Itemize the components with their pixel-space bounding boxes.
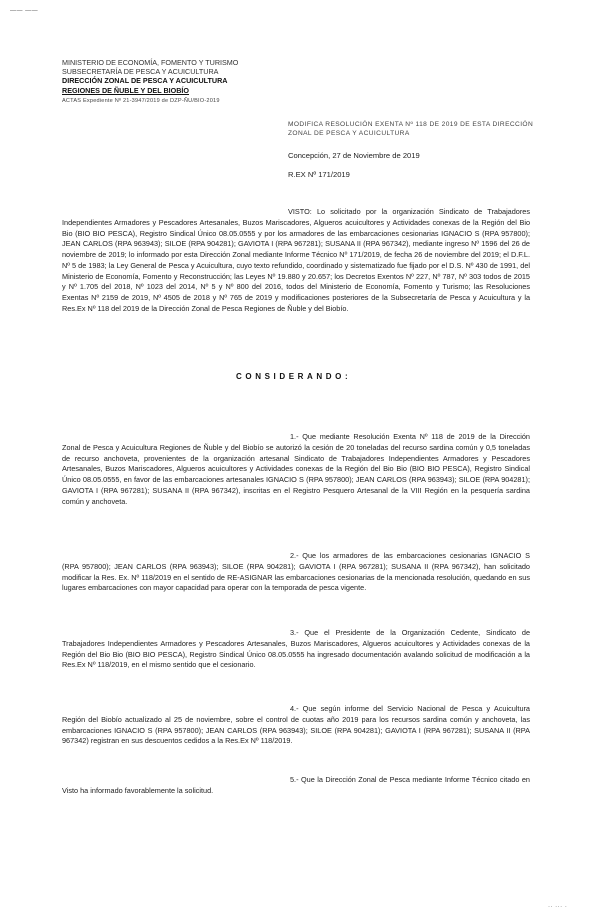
considerando-1: 1.- Que mediante Resolución Exenta Nº 118 de 2019 de la Dirección Zonal de Pesca y Acuicultura Regiones de Ñuble y del Biobío se autorizó la cesión de 20 toneladas del recurso sardina común y 0,5 toneladas de recurso anchoveta, provenientes de la organización artesanal Sindicato de Trabajadores Independientes Armadores y Pescadores Artesanales, Buzos Mariscadores, Algueros acuicultores y Actividades conexas de la Región del Bio Bio (BIO BIO PESCA), Registro Sindical Único 08.05.0555, en favor de las embarcaciones artesanales IGNACIO S (RPA 957800); JEAN CARLOS (RPA 963943); SILOE (RPA 904281); GAVIOTA I (RPA 967281); SUSANA II (RPA 967342), inscritas en el Registro Pesquero Artesanal de la VIII Región en la pesquería sardina común y anchoveta. — [62, 432, 530, 506]
considerando-3: 3.- Que el Presidente de la Organización Cedente, Sindicato de Trabajadores Independientes Armadores y Pescadores Artesanales, Buzos Mariscadores, Algueros acuicultores y Actividades conexas de la Región del Bio Bio (BIO BIO PESCA), Registro Sindical Único 08.05.0555 ha ingresado documentación avalando solicitud de modificación a la Res.Ex Nº 118/2019, en el mismo sentido que el cesionario. — [62, 628, 530, 670]
regions-line: REGIONES DE ÑUBLE Y DEL BIOBÍO — [62, 85, 190, 95]
directorate-line: DIRECCIÓN ZONAL DE PESCA Y ACUICULTURA — [62, 76, 228, 86]
subsecretariat-line: SUBSECRETARÍA DE PESCA Y ACUICULTURA — [62, 67, 219, 77]
visto-paragraph: VISTO: Lo solicitado por la organización Sindicato de Trabajadores Independientes Armadores y Pescadores Artesanales, Buzos Mariscadores, Algueros acuicultores y Actividades conexas de la Región del Bio Bio (BIO BIO PESCA), Registro Sindical Único 08.05.0555 y por los armadores de las embarcaciones cesionarias IGNACIO S (RPA 957800); JEAN CARLOS (RPA 963943); SILOE (RPA 904281); GAVIOTA I (RPA 967281); SUSANA II (RPA 967342), mediante ingreso Nº 1596 del 26 de noviembre de 2019; lo informado por esta Dirección Zonal mediante Informe Técnico Nº 171/2019, de fecha 26 de noviembre del 2019; el D.F.L. Nº 5 de 1983; la Ley General de Pesca y Acuicultura, cuyo texto refundido, coordinado y sistematizado fue fijado por el D.S. Nº 430 de 1991, del Ministerio de Economía, Fomento y Reconstrucción; las Leyes Nº 19.880 y 20.657; los Decretos Exentos Nº 227, Nº 787, Nº 303 todos de 2015 y Nº 1.705 del 2018, Nº 1023 del 2014, Nº 5 y Nº 800 del 2016, todos del Ministerio de Economía, Fomento y Turismo; las Resoluciones Exentas Nº 2159 de 2019, Nº 4505 de 2018 y Nº 765 de 2019 y modificaciones posteriores de la Subsecretaría de Pesca y Acuicultura y la Res.Ex Nº 118 del 2019 de la Dirección Zonal de Pesca Regiones de Ñuble y del Biobío. — [62, 207, 530, 313]
considerando-heading: CONSIDERANDO: — [236, 372, 352, 381]
considerando-4: 4.- Que según informe del Servicio Nacional de Pesca y Acuicultura Región del Biobío actualizado al 25 de noviembre, sobre el control de cuotas año 2019 para los recursos sardina común y anchoveta, las embarcaciones IGNACIO S (RPA 957800); JEAN CARLOS (RPA 963943); SILOE (RPA 904281); GAVIOTA I (RPA 967281); SUSANA II (RPA 967342) registran en sus descuentos cedidos a la Res.Ex Nº 118/2019. — [62, 704, 530, 746]
ministry-line: MINISTERIO DE ECONOMÍA, FOMENTO Y TURISMO — [62, 58, 239, 67]
place-date: Concepción, 27 de Noviembre de 2019 — [288, 151, 420, 160]
scan-corner-mark: —— —— — [10, 8, 39, 14]
considerando-5: 5.- Que la Dirección Zonal de Pesca mediante Informe Técnico citado en Visto ha informado favorablemente la solicitud. — [62, 775, 530, 795]
file-reference: ACTAS Expediente Nº 21-3947/2019 de DZP-ÑU/BIO-2019 — [62, 97, 220, 104]
resolution-number: R.EX Nº 171/2019 — [288, 170, 350, 179]
resolution-subject: MODIFICA RESOLUCIÓN EXENTA Nº 118 DE 2019 DE ESTA DIRECCIÓN ZONAL DE PESCA Y ACUICULTURA — [288, 121, 534, 137]
considerando-2: 2.- Que los armadores de las embarcaciones cesionarias IGNACIO S (RPA 957800); JEAN CARLOS (RPA 963943); SILOE (RPA 904281); GAVIOTA I (RPA 967281); SUSANA II (RPA 967342), han solicitado modificar la Res. Ex. Nº 118/2019 en el sentido de RE-ASIGNAR las embarcaciones cesionarias de la mencionada resolución, quedando en sus lugares embarcaciones con mayor capacidad para operar con la temporada de pesca vigente. — [62, 551, 530, 593]
page-footer-mark: ·· ··· · — [548, 904, 568, 910]
letterhead — [62, 58, 332, 106]
